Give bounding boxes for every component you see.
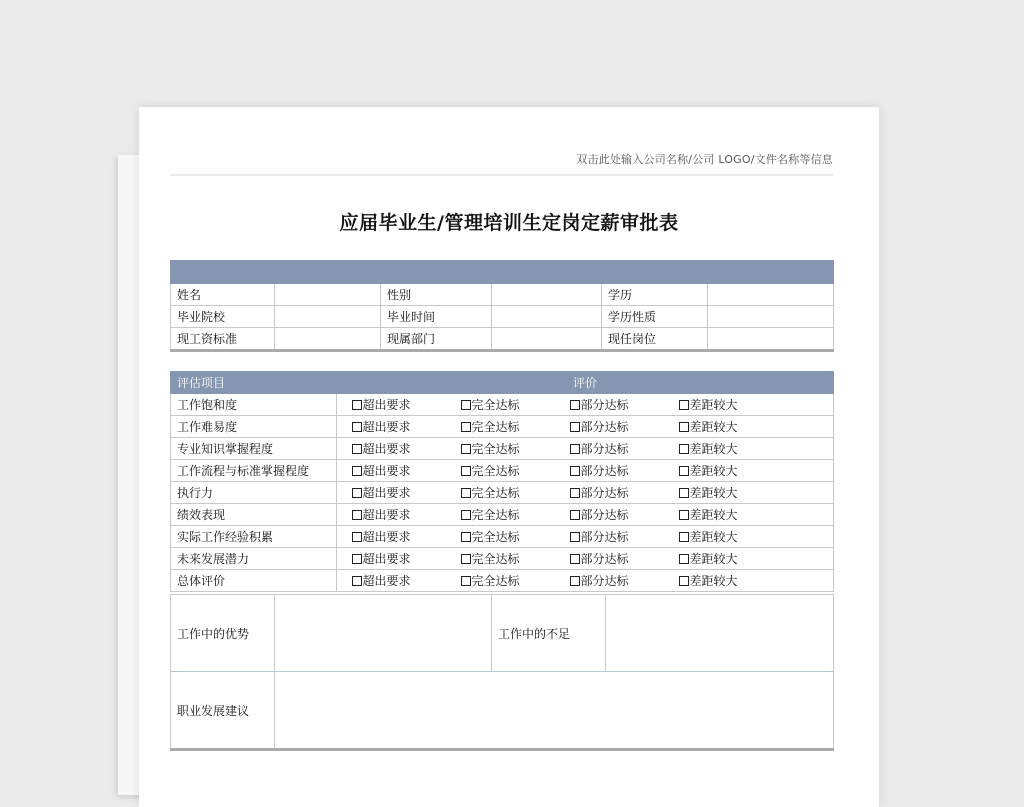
option-large-gap[interactable]: [673, 482, 834, 504]
checkbox-icon[interactable]: [461, 444, 471, 454]
checkbox-icon[interactable]: [679, 400, 689, 410]
label-department: 现属部门: [381, 328, 492, 351]
eval-spacer: [337, 526, 346, 548]
value-name[interactable]: [275, 284, 381, 306]
checkbox-icon[interactable]: [352, 488, 362, 498]
option-label: 部分达标: [580, 508, 629, 522]
eval-item-label: 专业知识掌握程度: [171, 438, 337, 460]
eval-spacer: [337, 416, 346, 438]
checkbox-icon[interactable]: [461, 532, 471, 542]
option-large-gap[interactable]: [673, 504, 834, 526]
option-large-gap[interactable]: [673, 548, 834, 570]
checkbox-icon[interactable]: [461, 554, 471, 564]
option-label: 差距较大: [689, 552, 738, 566]
label-graduation-time: 毕业时间: [381, 306, 492, 328]
option-label: 超出要求: [362, 486, 411, 500]
value-education-type[interactable]: [708, 306, 834, 328]
eval-item-label: 工作难易度: [171, 416, 337, 438]
option-fully-meets[interactable]: [455, 548, 564, 570]
option-label: 部分达标: [580, 398, 629, 412]
option-label: 超出要求: [362, 552, 411, 566]
eval-spacer: [337, 570, 346, 592]
label-education-type: 学历性质: [602, 306, 708, 328]
label-strengths: 工作中的优势: [171, 595, 275, 672]
option-large-gap[interactable]: [673, 570, 834, 592]
comments-row-strengths: [171, 595, 834, 672]
value-education[interactable]: [708, 284, 834, 306]
checkbox-icon[interactable]: [352, 400, 362, 410]
option-exceeds[interactable]: [346, 394, 455, 416]
option-label: 超出要求: [362, 574, 411, 588]
eval-spacer: [337, 482, 346, 504]
checkbox-icon[interactable]: [679, 576, 689, 586]
option-label: 完全达标: [471, 530, 520, 544]
option-label: 超出要求: [362, 442, 411, 456]
checkbox-icon[interactable]: [352, 466, 362, 476]
eval-item-label: 执行力: [171, 482, 337, 504]
option-exceeds[interactable]: [346, 548, 455, 570]
eval-row: [171, 526, 834, 548]
checkbox-icon[interactable]: [352, 532, 362, 542]
checkbox-icon[interactable]: [461, 422, 471, 432]
option-label: 完全达标: [471, 398, 520, 412]
label-current-salary: 现工资标准: [171, 328, 275, 351]
value-school[interactable]: [275, 306, 381, 328]
option-partially-meets[interactable]: [564, 548, 673, 570]
header-company-placeholder[interactable]: 双击此处输入公司名称/公司 LOGO/文件名称等信息: [576, 153, 833, 166]
option-label: 差距较大: [689, 464, 738, 478]
option-label: 完全达标: [471, 508, 520, 522]
option-label: 超出要求: [362, 464, 411, 478]
option-partially-meets[interactable]: [564, 438, 673, 460]
value-career-advice[interactable]: [275, 672, 834, 750]
checkbox-icon[interactable]: [352, 422, 362, 432]
option-fully-meets[interactable]: [455, 526, 564, 548]
checkbox-icon[interactable]: [461, 400, 471, 410]
eval-row: [171, 570, 834, 592]
checkbox-icon[interactable]: [461, 576, 471, 586]
label-school: 毕业院校: [171, 306, 275, 328]
option-label: 差距较大: [689, 398, 738, 412]
option-fully-meets[interactable]: [455, 570, 564, 592]
eval-spacer: [337, 548, 346, 570]
option-partially-meets[interactable]: [564, 460, 673, 482]
option-exceeds[interactable]: [346, 438, 455, 460]
checkbox-icon[interactable]: [570, 400, 580, 410]
eval-row: [171, 416, 834, 438]
option-label: 部分达标: [580, 420, 629, 434]
checkbox-icon[interactable]: [679, 554, 689, 564]
eval-item-label: 总体评价: [171, 570, 337, 592]
checkbox-icon[interactable]: [461, 510, 471, 520]
eval-row: [171, 504, 834, 526]
value-gender[interactable]: [492, 284, 602, 306]
option-label: 部分达标: [580, 530, 629, 544]
checkbox-icon[interactable]: [679, 510, 689, 520]
option-label: 超出要求: [362, 420, 411, 434]
option-label: 部分达标: [580, 486, 629, 500]
eval-header-rating: 评价: [337, 372, 834, 394]
option-fully-meets[interactable]: [455, 482, 564, 504]
eval-row: [171, 548, 834, 570]
header-divider: [170, 174, 833, 176]
option-label: 完全达标: [471, 574, 520, 588]
value-graduation-time[interactable]: [492, 306, 602, 328]
eval-item-label: 绩效表现: [171, 504, 337, 526]
option-label: 超出要求: [362, 530, 411, 544]
checkbox-icon[interactable]: [679, 466, 689, 476]
checkbox-icon[interactable]: [461, 488, 471, 498]
checkbox-icon[interactable]: [570, 444, 580, 454]
option-label: 差距较大: [689, 442, 738, 456]
checkbox-icon[interactable]: [461, 466, 471, 476]
value-weaknesses[interactable]: [606, 595, 834, 672]
option-label: 差距较大: [689, 486, 738, 500]
info-row: [171, 306, 834, 328]
document-title: 应届毕业生/管理培训生定岗定薪审批表: [339, 212, 679, 234]
option-label: 差距较大: [689, 420, 738, 434]
comments-table: [170, 594, 834, 751]
eval-item-label: 实际工作经验积累: [171, 526, 337, 548]
option-partially-meets[interactable]: [564, 416, 673, 438]
eval-item-label: 工作流程与标准掌握程度: [171, 460, 337, 482]
checkbox-icon[interactable]: [570, 532, 580, 542]
checkbox-icon[interactable]: [352, 510, 362, 520]
option-large-gap[interactable]: [673, 526, 834, 548]
eval-spacer: [337, 460, 346, 482]
option-exceeds[interactable]: [346, 504, 455, 526]
eval-row: [171, 394, 834, 416]
option-large-gap[interactable]: [673, 394, 834, 416]
option-fully-meets[interactable]: [455, 394, 564, 416]
info-row: [171, 284, 834, 306]
label-career-advice: 职业发展建议: [171, 672, 275, 750]
option-label: 差距较大: [689, 508, 738, 522]
eval-item-label: 未来发展潜力: [171, 548, 337, 570]
value-position[interactable]: [708, 328, 834, 351]
option-label: 超出要求: [362, 508, 411, 522]
checkbox-icon[interactable]: [352, 444, 362, 454]
eval-spacer: [337, 394, 346, 416]
checkbox-icon[interactable]: [352, 554, 362, 564]
checkbox-icon[interactable]: [679, 422, 689, 432]
eval-row: [171, 460, 834, 482]
value-department[interactable]: [492, 328, 602, 351]
checkbox-icon[interactable]: [570, 422, 580, 432]
eval-spacer: [337, 438, 346, 460]
option-exceeds[interactable]: [346, 482, 455, 504]
option-fully-meets[interactable]: [455, 438, 564, 460]
option-partially-meets[interactable]: [564, 504, 673, 526]
option-label: 部分达标: [580, 442, 629, 456]
eval-header-row: [171, 372, 834, 394]
option-exceeds[interactable]: [346, 460, 455, 482]
checkbox-icon[interactable]: [570, 488, 580, 498]
comments-row-career: [171, 672, 834, 750]
checkbox-icon[interactable]: [679, 488, 689, 498]
option-partially-meets[interactable]: [564, 482, 673, 504]
option-exceeds[interactable]: [346, 416, 455, 438]
evaluation-table: [170, 371, 834, 592]
basic-info-table: [170, 260, 834, 352]
option-fully-meets[interactable]: [455, 504, 564, 526]
info-header-bar: [171, 261, 834, 284]
option-label: 部分达标: [580, 574, 629, 588]
eval-row: [171, 438, 834, 460]
label-name: 姓名: [171, 284, 275, 306]
option-label: 完全达标: [471, 442, 520, 456]
option-exceeds[interactable]: [346, 570, 455, 592]
option-large-gap[interactable]: [673, 460, 834, 482]
option-label: 完全达标: [471, 420, 520, 434]
option-label: 完全达标: [471, 464, 520, 478]
info-row: [171, 328, 834, 351]
option-fully-meets[interactable]: [455, 460, 564, 482]
checkbox-icon[interactable]: [570, 466, 580, 476]
document-page: [139, 107, 879, 807]
option-exceeds[interactable]: [346, 526, 455, 548]
eval-header-item: 评估项目: [171, 372, 337, 394]
eval-item-label: 工作饱和度: [171, 394, 337, 416]
option-label: 超出要求: [362, 398, 411, 412]
option-partially-meets[interactable]: [564, 570, 673, 592]
option-large-gap[interactable]: [673, 438, 834, 460]
checkbox-icon[interactable]: [570, 510, 580, 520]
option-large-gap[interactable]: [673, 416, 834, 438]
checkbox-icon[interactable]: [570, 554, 580, 564]
option-label: 差距较大: [689, 574, 738, 588]
eval-spacer: [337, 504, 346, 526]
option-label: 部分达标: [580, 552, 629, 566]
checkbox-icon[interactable]: [679, 444, 689, 454]
checkbox-icon[interactable]: [679, 532, 689, 542]
option-partially-meets[interactable]: [564, 526, 673, 548]
option-partially-meets[interactable]: [564, 394, 673, 416]
label-gender: 性别: [381, 284, 492, 306]
label-weaknesses: 工作中的不足: [492, 595, 606, 672]
eval-row: [171, 482, 834, 504]
label-education: 学历: [602, 284, 708, 306]
value-strengths[interactable]: [275, 595, 492, 672]
checkbox-icon[interactable]: [352, 576, 362, 586]
option-label: 差距较大: [689, 530, 738, 544]
value-current-salary[interactable]: [275, 328, 381, 351]
checkbox-icon[interactable]: [570, 576, 580, 586]
option-label: 部分达标: [580, 464, 629, 478]
option-fully-meets[interactable]: [455, 416, 564, 438]
option-label: 完全达标: [471, 486, 520, 500]
label-position: 现任岗位: [602, 328, 708, 351]
option-label: 完全达标: [471, 552, 520, 566]
